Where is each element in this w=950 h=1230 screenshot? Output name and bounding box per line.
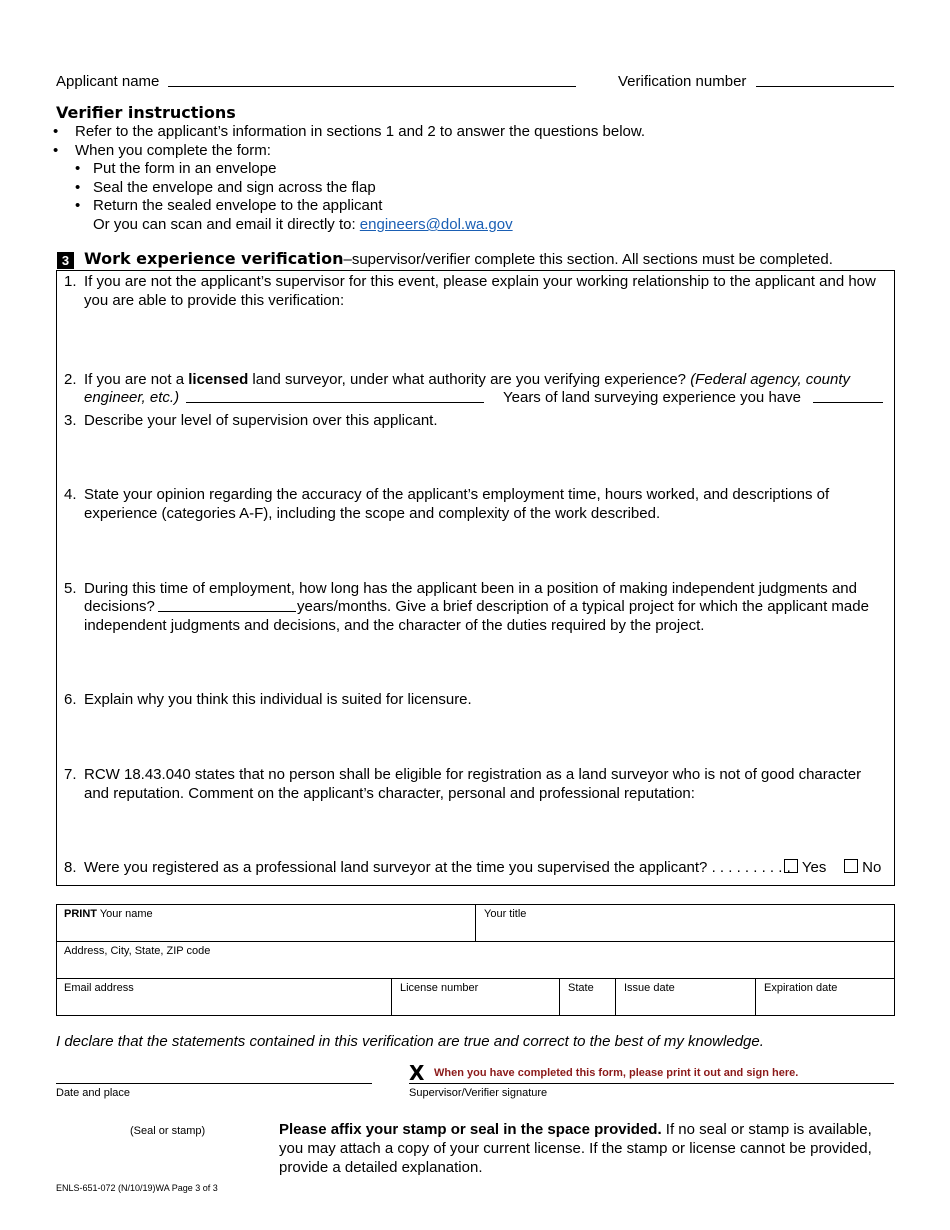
declaration-text: I declare that the statements contained in this verification are true and correct to the best of my knowledge. bbox=[56, 1033, 764, 1050]
expiration-date-field[interactable]: Expiration date bbox=[755, 978, 894, 1015]
judgment-duration-field[interactable] bbox=[158, 611, 296, 612]
section-3-badge: 3 bbox=[57, 252, 74, 269]
email-field[interactable]: Email address bbox=[64, 982, 134, 994]
yes-option[interactable]: Yes bbox=[784, 859, 826, 876]
question-5-years-months: years/months. Give a brief description of a typical project for which the applicant made bbox=[297, 598, 869, 615]
signature-label: Supervisor/Verifier signature bbox=[409, 1087, 548, 1099]
section-3-title: Work experience verification bbox=[84, 249, 344, 268]
license-number-field[interactable]: License number bbox=[391, 978, 559, 1015]
authority-field[interactable] bbox=[186, 402, 484, 403]
years-experience-label: Years of land surveying experience you have bbox=[503, 389, 801, 406]
title-field[interactable]: Your title bbox=[475, 904, 894, 941]
signature-x-mark: X bbox=[409, 1061, 425, 1085]
email-link[interactable]: engineers@dol.wa.gov bbox=[359, 216, 513, 233]
years-experience-field[interactable] bbox=[813, 402, 883, 403]
signature-hint: When you have completed this form, please print it out and sign here. bbox=[434, 1067, 799, 1079]
no-checkbox[interactable] bbox=[844, 859, 858, 873]
verification-number-label: Verification number bbox=[618, 73, 747, 90]
applicant-name-label: Applicant name bbox=[56, 73, 160, 90]
instruction-bullet-1: • Refer to the applicant’s information in sections 1 and 2 to answer the questions below. bbox=[53, 123, 646, 140]
question-5-decisions: decisions? bbox=[84, 598, 155, 615]
date-place-label: Date and place bbox=[56, 1087, 130, 1099]
form-footer: ENLS-651-072 (N/10/19)WA Page 3 of 3 bbox=[56, 1183, 218, 1193]
state-field[interactable]: State bbox=[559, 978, 615, 1015]
instruction-sub-2: • Seal the envelope and sign across the flap bbox=[75, 179, 376, 196]
no-option[interactable]: No bbox=[844, 859, 881, 876]
question-2-line2: engineer, etc.) bbox=[84, 389, 180, 406]
verification-number-field[interactable] bbox=[756, 86, 894, 87]
instructions-title: Verifier instructions bbox=[56, 103, 236, 122]
issue-date-field[interactable]: Issue date bbox=[615, 978, 755, 1015]
signature-line[interactable] bbox=[409, 1083, 894, 1084]
instruction-email-line: Or you can scan and email it directly to: engineers@dol.wa.gov bbox=[93, 216, 513, 233]
applicant-name-field[interactable] bbox=[168, 86, 576, 87]
yes-checkbox[interactable] bbox=[784, 859, 798, 873]
stamp-instructions: Please affix your stamp or seal in the space provided. If no seal or stamp is available, you may attach a copy of your current license. If the stamp or license cannot be provided, provide a detailed explanation. bbox=[279, 1121, 872, 1176]
section-3-header: Work experience verification–supervisor/verifier complete this section. All sections must be completed. bbox=[84, 249, 833, 268]
instruction-sub-1: • Put the form in an envelope bbox=[75, 160, 277, 177]
address-field[interactable]: Address, City, State, ZIP code bbox=[64, 945, 211, 957]
section-3-subtitle: supervisor/verifier complete this section. All sections must be completed. bbox=[351, 251, 833, 268]
seal-stamp-area: (Seal or stamp) bbox=[130, 1125, 206, 1137]
question-5-line3: independent judgments and decisions, and the character of the duties required by the project. bbox=[84, 617, 705, 634]
instruction-bullet-2: • When you complete the form: bbox=[53, 142, 271, 159]
print-name-field[interactable]: PRINT Your name bbox=[64, 908, 153, 920]
instruction-sub-3: • Return the sealed envelope to the applicant bbox=[75, 197, 383, 214]
date-place-line[interactable] bbox=[56, 1083, 372, 1084]
